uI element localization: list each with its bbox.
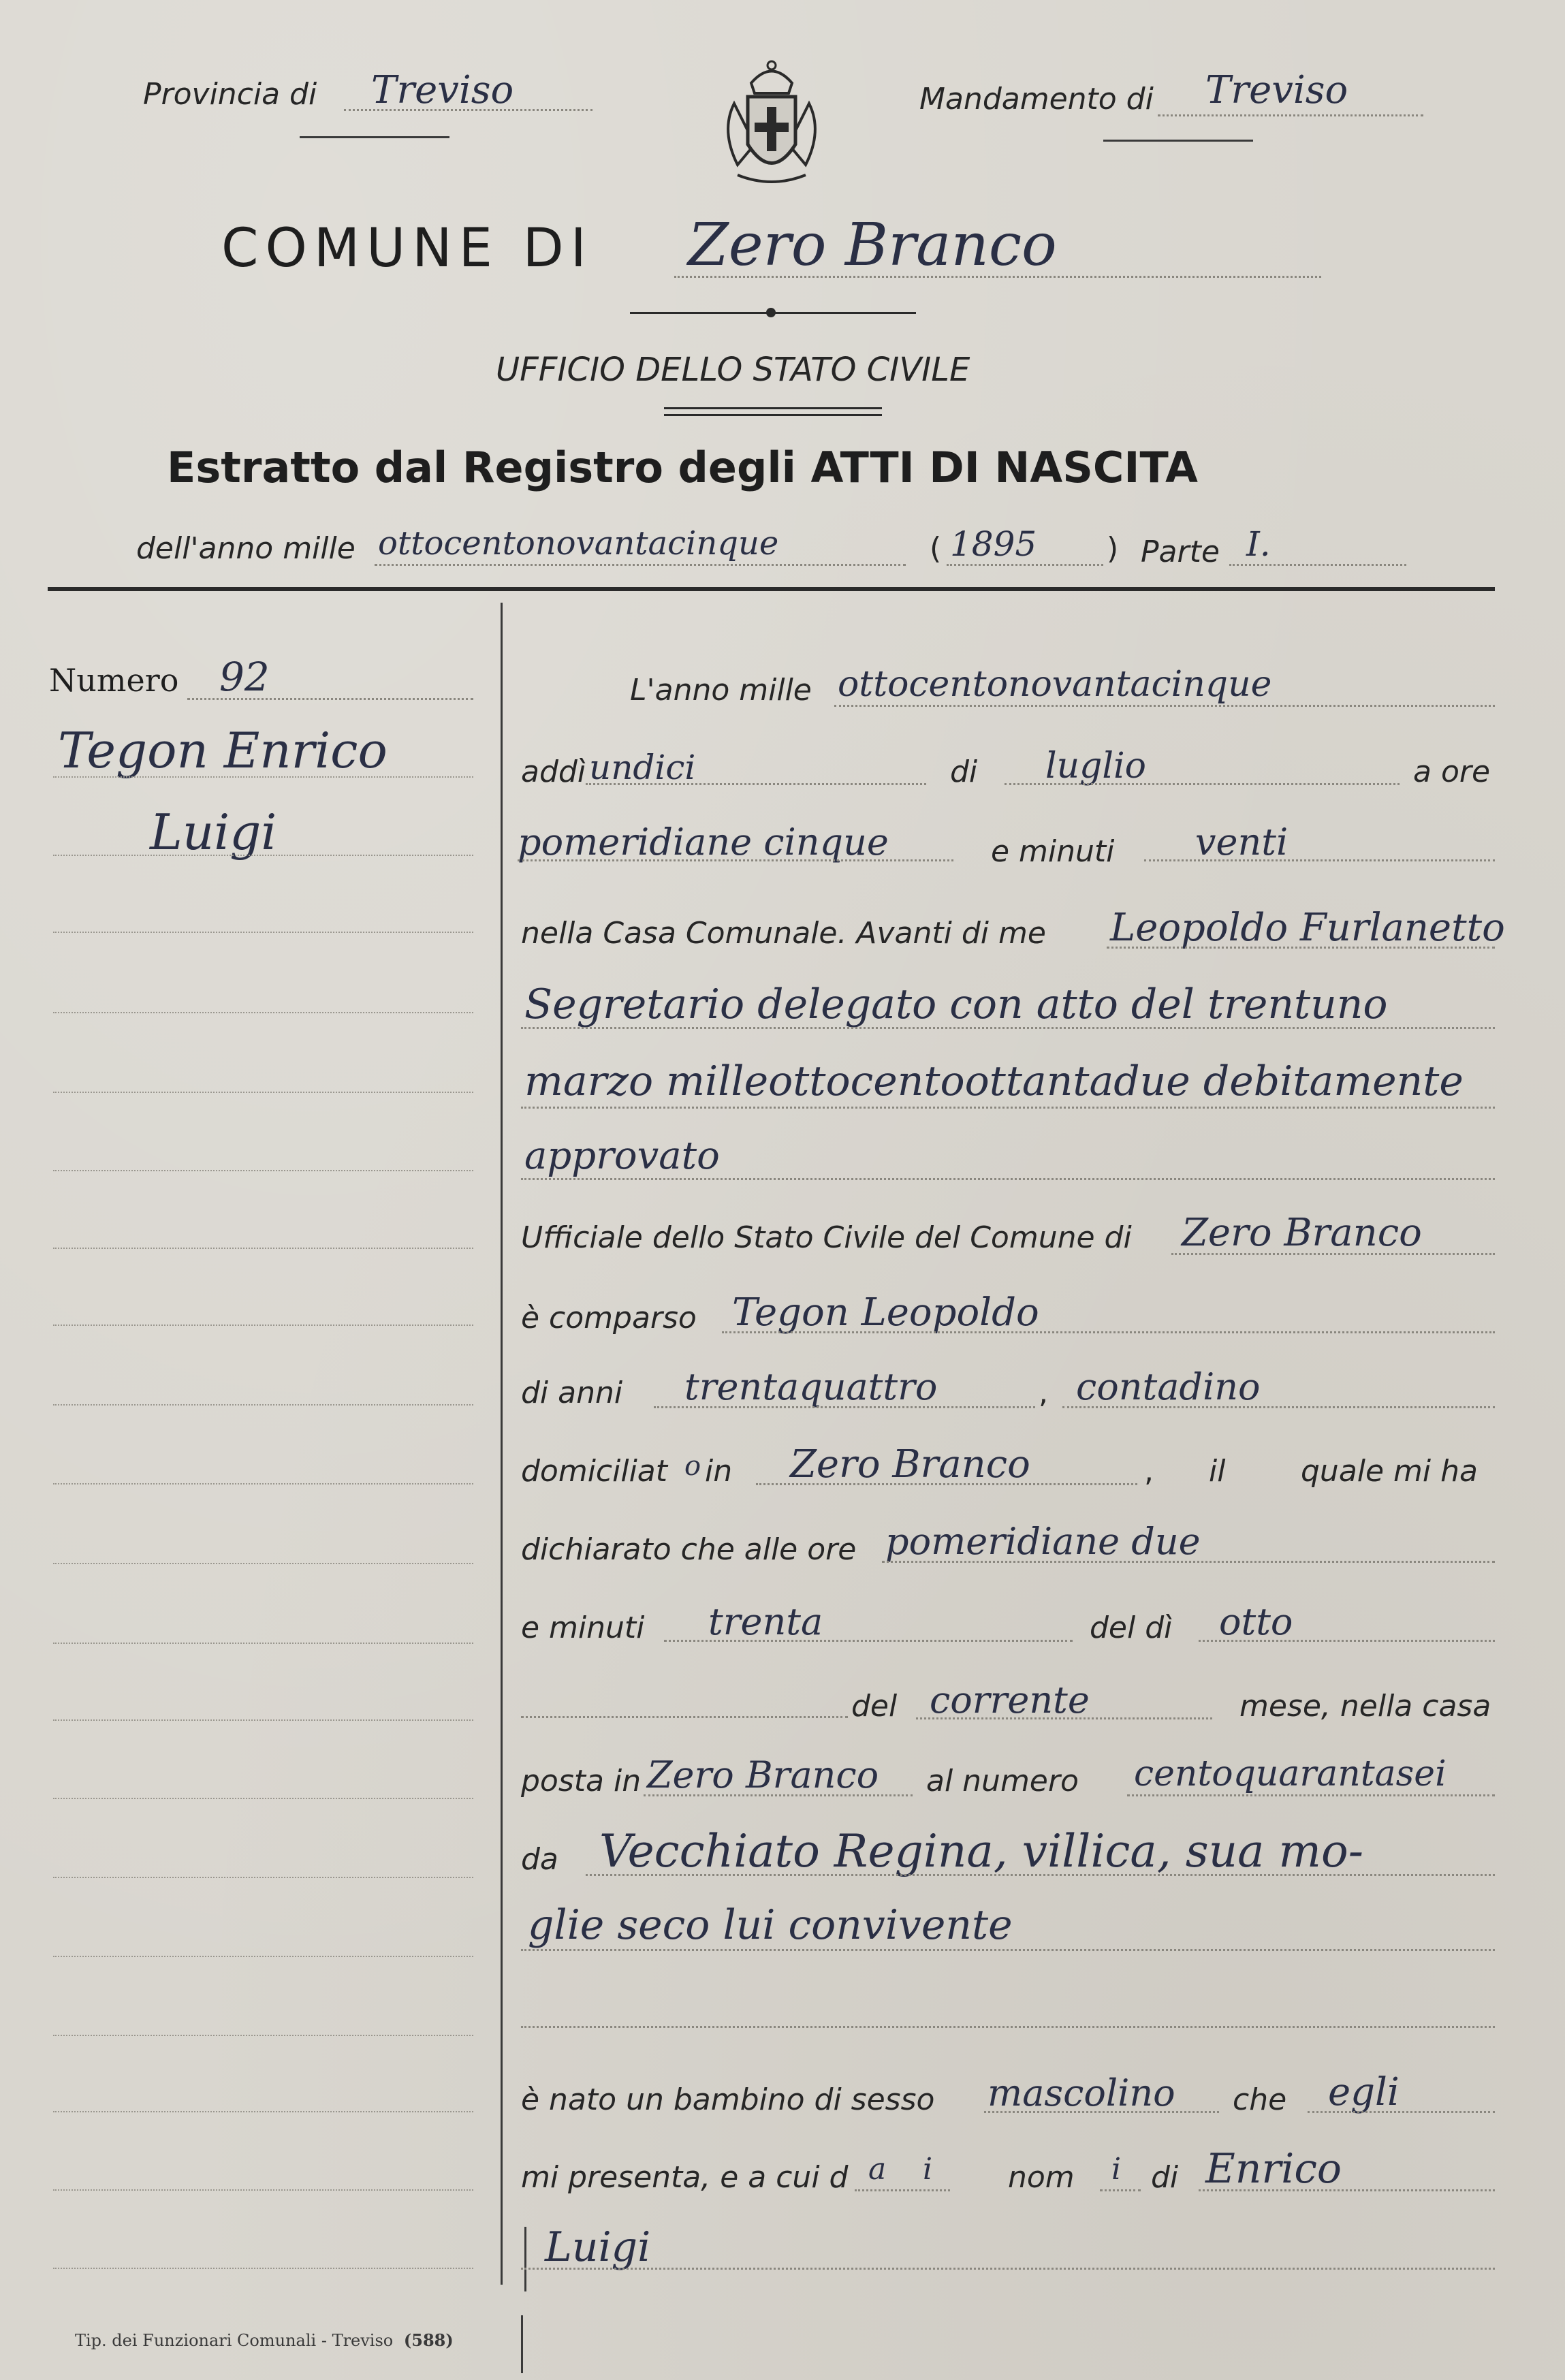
act-line-dotline — [1127, 1794, 1495, 1796]
act-line-dotline — [586, 783, 926, 785]
margin-rule — [53, 1404, 473, 1406]
header-thick-rule — [48, 587, 1495, 591]
header-divider-dot — [766, 308, 776, 317]
margin-rule — [53, 1563, 473, 1564]
act-corrente-value: corrente — [930, 1679, 1090, 1721]
margin-rule — [53, 1092, 473, 1093]
act-in-label: in — [705, 1454, 733, 1489]
anno-number: 1895 — [950, 524, 1037, 564]
act-casa-comunale-text: nella Casa Comunale. Avanti di me — [521, 916, 1046, 951]
act-line-dotline — [1005, 783, 1400, 785]
parte-label: Parte — [1141, 535, 1220, 569]
act-line-dotline — [664, 1640, 1073, 1642]
margin-rule — [53, 776, 473, 778]
numero-value: 92 — [219, 654, 270, 700]
act-dai-a: a — [868, 2152, 887, 2187]
act-aore-label: a ore — [1413, 755, 1491, 789]
provincia-label: Provincia di — [143, 77, 317, 112]
margin-rule — [53, 2035, 473, 2036]
act-line-dotline — [521, 1107, 1495, 1109]
margin-rule — [53, 1798, 473, 1799]
act-dichiarato-text: dichiarato che alle ore — [521, 1532, 857, 1567]
act-anno-value: ottocentonovantacinque — [838, 664, 1272, 705]
ufficio-rule-2 — [664, 414, 882, 416]
estratto-title: Estratto dal Registro degli ATTI DI NASCITA — [167, 443, 1198, 492]
margin-rule — [53, 1877, 473, 1878]
act-line-dotline — [586, 1874, 1495, 1876]
parte-dotline — [1229, 564, 1406, 566]
anno-close-paren: ) — [1107, 531, 1119, 566]
act-line-dotline — [1107, 947, 1495, 949]
coat-of-arms-emblem — [714, 56, 829, 192]
act-dianni-label: di anni — [521, 1376, 623, 1410]
act-age-value: trentaquattro — [684, 1365, 938, 1408]
act-line-dotline — [521, 1716, 848, 1718]
act-line-dotline — [1062, 1406, 1495, 1408]
mandamento-underline — [1103, 140, 1253, 142]
provincia-underline — [300, 136, 449, 138]
mandamento-value: Treviso — [1205, 68, 1348, 112]
act-line-dotline — [1144, 859, 1495, 861]
provincia-value: Treviso — [371, 68, 514, 112]
act-che-label: che — [1233, 2082, 1287, 2117]
act-mother-line2: glie seco lui convivente — [528, 1901, 1013, 1949]
act-line-dotline — [1308, 2111, 1495, 2113]
margin-rule — [53, 1956, 473, 1957]
act-addi-label: addì — [521, 755, 586, 789]
footer-divider — [521, 2315, 523, 2373]
act-presenta-text: mi presenta, e a cui d — [521, 2160, 849, 2195]
act-line-dotline — [644, 1794, 913, 1796]
act-mese-text: mese, nella casa — [1239, 1689, 1491, 1724]
margin-rule — [53, 1483, 473, 1485]
margin-rule — [53, 2268, 473, 2269]
act-line-dotline — [756, 1483, 1137, 1485]
parte-value: I. — [1246, 524, 1271, 564]
act-month-value: luglio — [1045, 746, 1146, 787]
act-house-place-value: Zero Branco — [647, 1754, 879, 1796]
act-line-dotline — [1199, 1640, 1495, 1642]
margin-rule — [53, 1643, 473, 1644]
act-line-dotline — [654, 1406, 1035, 1408]
column-divider — [501, 603, 503, 2285]
act-eminuti2-label: e minuti — [521, 1611, 645, 1645]
act-deldi-label: del dì — [1090, 1611, 1173, 1645]
act-line-dotline — [722, 1331, 1495, 1333]
act-ufficiale-text: Ufficiale dello Stato Civile del Comune di — [521, 1220, 1132, 1255]
mandamento-dotline — [1158, 114, 1423, 116]
act-domiciliat-label: domiciliat — [521, 1454, 668, 1489]
act-di2-label: di — [1151, 2160, 1179, 2195]
act-eminuti-label: e minuti — [991, 834, 1115, 869]
ufficio-title: UFFICIO DELLO STATO CIVILE — [496, 351, 970, 389]
act-line-dotline — [1171, 1253, 1495, 1255]
act-birth-hour-value: pomeridiane due — [885, 1520, 1201, 1563]
act-given-name-1: Enrico — [1205, 2145, 1342, 2193]
act-di-label: di — [950, 755, 978, 789]
margin-rule — [53, 855, 473, 856]
act-hour-value: pomeridiane cinque — [518, 821, 889, 863]
act-line-dotline — [984, 2111, 1219, 2113]
act-line-dotline — [1199, 2189, 1495, 2191]
act-line-dotline — [518, 859, 953, 861]
margin-rule — [53, 1719, 473, 1721]
act-domicile-value: Zero Branco — [790, 1442, 1030, 1487]
act-age-comma: , — [1039, 1376, 1048, 1410]
act-nato-text: è nato un bambino di sesso — [521, 2082, 935, 2117]
act-nomi-i: i — [1111, 2152, 1122, 2187]
act-officer-name: Leopoldo Furlanetto — [1110, 906, 1505, 950]
comune-dotline — [674, 276, 1321, 278]
act-sex-value: mascolino — [987, 2072, 1175, 2114]
act-dai-i: i — [923, 2152, 933, 2187]
act-line-dotline — [916, 1717, 1212, 1719]
ufficio-rule-1 — [664, 407, 882, 409]
act-line-dotline — [521, 2026, 1495, 2028]
act-given-name-2: Luigi — [545, 2223, 651, 2271]
numero-dotline — [187, 698, 473, 700]
act-nom-label: nom — [1008, 2160, 1075, 2195]
margin-rule — [53, 2189, 473, 2191]
comune-label: COMUNE DI — [221, 218, 593, 279]
act-line-dotline — [834, 705, 1495, 707]
provincia-dotline — [344, 109, 592, 111]
act-comparso-label: è comparso — [521, 1301, 697, 1335]
act-line-dotline — [882, 1561, 1495, 1563]
act-domicile-comma: , — [1144, 1454, 1154, 1489]
act-line-dotline — [521, 2268, 1495, 2270]
anno-open-paren: ( — [930, 531, 942, 566]
mandamento-label: Mandamento di — [919, 82, 1154, 116]
anno-value: ottocentonovantacinque — [378, 524, 779, 562]
margin-rule — [53, 2111, 473, 2112]
act-minutes-value: venti — [1195, 821, 1289, 863]
act-birth-minutes-value: trenta — [708, 1600, 823, 1643]
continuation-mark — [524, 2227, 526, 2291]
anno-dotline — [375, 564, 906, 566]
act-alnumero-label: al numero — [926, 1764, 1079, 1798]
margin-rule — [53, 1324, 473, 1326]
act-house-number-value: centoquarantasei — [1134, 1754, 1447, 1794]
printer-imprint — [75, 2330, 454, 2350]
act-domiciliat-suffix: o — [684, 1450, 701, 1482]
margin-rule — [53, 1012, 473, 1013]
act-mother-line1: Vecchiato Regina, villica, sua mo- — [599, 1825, 1364, 1877]
margin-rule — [53, 932, 473, 933]
numero-label: Numero — [49, 662, 179, 699]
act-delegation-line2: marzo milleottocentoottantadue debitamente — [524, 1058, 1464, 1105]
form-code: (588) — [403, 2330, 454, 2350]
act-line-dotline — [855, 2189, 950, 2191]
act-da-label: da — [521, 1842, 558, 1877]
anno-number-dotline — [947, 564, 1103, 566]
act-delegation-line3: approvato — [524, 1134, 720, 1178]
act-declarant-name: Tegon Leopoldo — [732, 1290, 1039, 1335]
margin-rule — [53, 1248, 473, 1249]
act-line-dotline — [1100, 2189, 1141, 2191]
act-birth-day-value: otto — [1219, 1600, 1293, 1643]
act-il-label: il — [1209, 1454, 1226, 1489]
act-line-dotline — [521, 1178, 1495, 1180]
comune-value: Zero Branco — [688, 211, 1057, 279]
act-line-dotline — [521, 1949, 1495, 1951]
child-name-line2: Luigi — [150, 804, 277, 861]
act-egli-value: egli — [1328, 2070, 1400, 2114]
act-posta-label: posta in — [521, 1764, 642, 1798]
act-quale-text: quale mi ha — [1301, 1454, 1478, 1489]
child-name-line1: Tegon Enrico — [58, 722, 388, 779]
anno-label: dell'anno mille — [136, 531, 355, 566]
act-day-value: undici — [589, 748, 696, 787]
act-del-label: del — [851, 1689, 898, 1724]
act-line-dotline — [521, 1027, 1495, 1029]
act-comune-value: Zero Branco — [1182, 1211, 1422, 1255]
margin-rule — [53, 1170, 473, 1171]
act-profession-value: contadino — [1076, 1365, 1261, 1408]
act-delegation-line1: Segretario delegato con atto del trentuno — [524, 981, 1388, 1028]
printer-name: Tip. dei Funzionari Comunali - Treviso — [75, 2331, 394, 2350]
act-anno-label: L'anno mille — [630, 673, 812, 708]
